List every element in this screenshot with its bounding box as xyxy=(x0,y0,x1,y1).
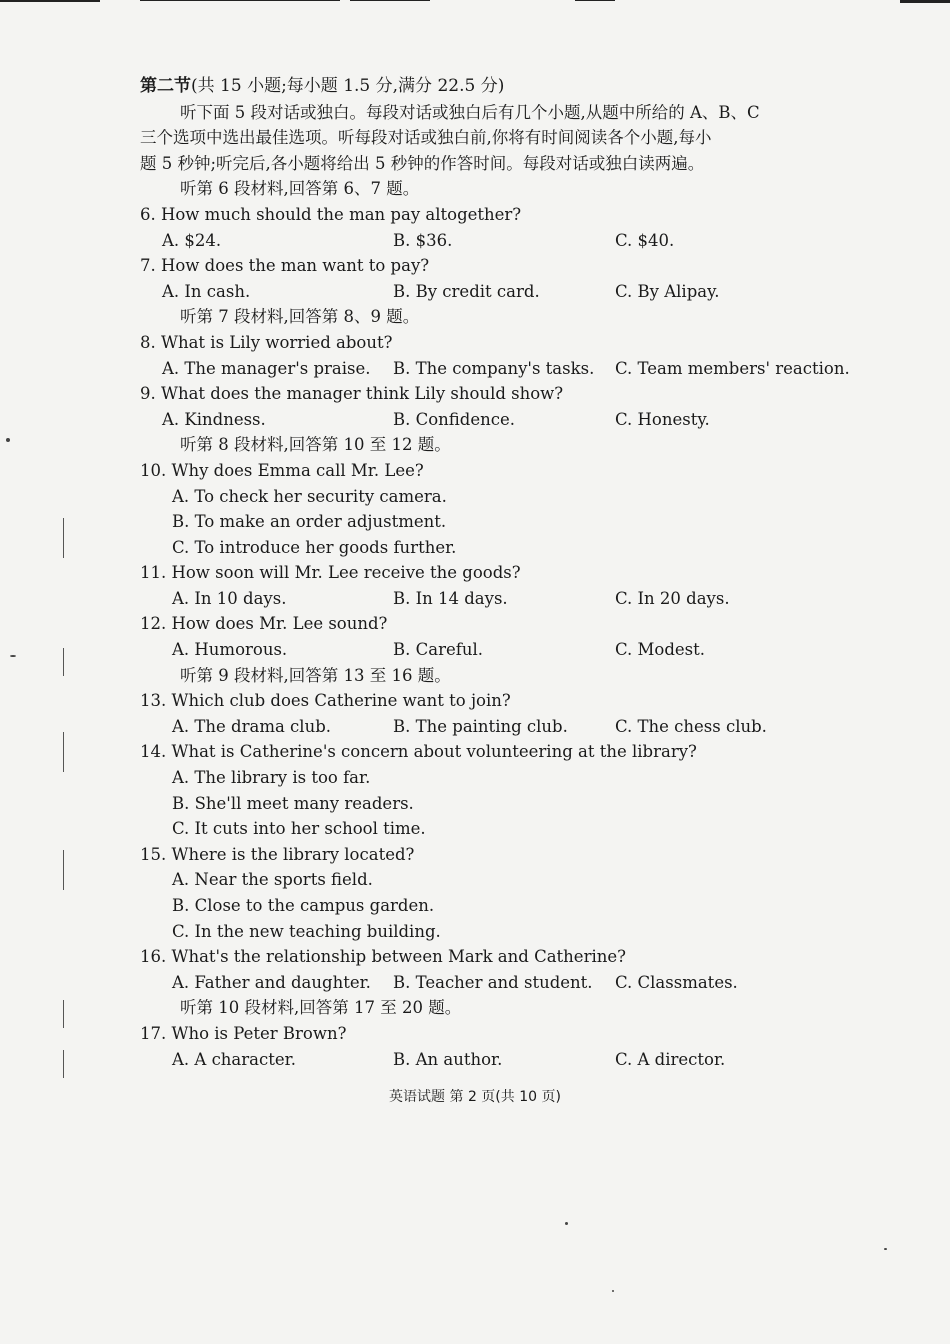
question-stem: 9. What does the manager think Lily should show? xyxy=(140,384,564,404)
answer-option-b: B. In 14 days. xyxy=(393,588,508,608)
instructions-line: 题 5 秒钟;听完后,各小题将给出 5 秒钟的作答时间。每段对话或独白读两遍。 xyxy=(140,153,705,173)
scan-speck xyxy=(612,1290,614,1292)
answer-option-a: A. Father and daughter. xyxy=(172,972,371,992)
options-row xyxy=(140,279,840,305)
scan-edge-line xyxy=(575,0,615,1)
answer-option-a: A. A character. xyxy=(172,1049,296,1069)
answer-option-a: A. In cash. xyxy=(162,281,251,301)
answer-option-b: B. Careful. xyxy=(393,640,483,660)
answer-option-c: C. Team members' reaction. xyxy=(615,358,850,378)
margin-mark xyxy=(63,850,64,890)
margin-mark xyxy=(63,1000,64,1028)
answer-option-a: A. In 10 days. xyxy=(172,588,287,608)
instructions-line: 听下面 5 段对话或独白。每段对话或独白后有几个小题,从题中所给的 A、B、C xyxy=(180,102,760,122)
question-stem: 10. Why does Emma call Mr. Lee? xyxy=(140,460,424,480)
scan-edge-line xyxy=(140,0,340,1)
options-row xyxy=(140,356,850,382)
scan-speck xyxy=(10,655,16,657)
answer-option-b: B. The painting club. xyxy=(393,716,568,736)
answer-option-c: C. $40. xyxy=(615,230,675,250)
options-row xyxy=(140,637,840,663)
question-stem: 8. What is Lily worried about? xyxy=(140,332,393,352)
question-stem: 17. Who is Peter Brown? xyxy=(140,1023,347,1043)
material-note: 听第 8 段材料,回答第 10 至 12 题。 xyxy=(180,435,451,455)
question-stem: 14. What is Catherine's concern about volunteering at the library? xyxy=(140,742,697,762)
answer-option: C. To introduce her goods further. xyxy=(172,537,457,557)
answer-option: A. Near the sports field. xyxy=(172,870,373,890)
scan-edge-line xyxy=(900,0,950,3)
question-stem: 7. How does the man want to pay? xyxy=(140,256,430,276)
scan-edge-line xyxy=(0,0,100,2)
answer-option-a: A. Kindness. xyxy=(162,409,266,429)
scan-speck xyxy=(884,1248,887,1250)
answer-option: A. To check her security camera. xyxy=(172,486,447,506)
answer-option: B. To make an order adjustment. xyxy=(172,512,447,532)
options-row xyxy=(140,407,840,433)
options-row xyxy=(140,1047,840,1073)
question-stem: 16. What's the relationship between Mark and Catherine? xyxy=(140,947,626,967)
answer-option-b: B. The company's tasks. xyxy=(393,358,595,378)
answer-option: A. The library is too far. xyxy=(172,768,371,788)
answer-option-b: B. Teacher and student. xyxy=(393,972,593,992)
question-list xyxy=(140,176,850,1072)
material-note: 听第 10 段材料,回答第 17 至 20 题。 xyxy=(180,998,462,1018)
margin-mark xyxy=(63,1050,64,1078)
question-stem: 6. How much should the man pay altogether? xyxy=(140,204,522,224)
answer-option-c: C. Honesty. xyxy=(615,409,710,429)
margin-mark xyxy=(63,648,64,676)
answer-option: B. She'll meet many readers. xyxy=(172,793,414,813)
material-note: 听第 6 段材料,回答第 6、7 题。 xyxy=(180,179,420,199)
page-footer: 英语试题 第 2 页(共 10 页) xyxy=(389,1089,561,1105)
question-stem: 12. How does Mr. Lee sound? xyxy=(140,614,388,634)
answer-option-b: B. By credit card. xyxy=(393,281,540,301)
scan-speck xyxy=(565,1222,568,1225)
options-row xyxy=(140,714,840,740)
answer-option-c: C. Classmates. xyxy=(615,972,738,992)
answer-option-c: C. By Alipay. xyxy=(615,281,720,301)
answer-option-c: C. Modest. xyxy=(615,640,706,660)
options-row xyxy=(140,586,840,612)
section-label: 第二节 xyxy=(140,76,191,96)
answer-option-b: B. $36. xyxy=(393,230,453,250)
answer-option-c: C. The chess club. xyxy=(615,716,767,736)
answer-option-a: A. Humorous. xyxy=(172,640,288,660)
question-stem: 15. Where is the library located? xyxy=(140,844,415,864)
margin-mark xyxy=(63,518,64,558)
section-scoring: (共 15 小题;每小题 1.5 分,满分 22.5 分) xyxy=(191,76,505,96)
answer-option-a: A. $24. xyxy=(162,230,222,250)
answer-option: C. In the new teaching building. xyxy=(172,921,441,941)
options-row xyxy=(140,228,840,254)
scan-edge-line xyxy=(350,0,430,1)
answer-option: C. It cuts into her school time. xyxy=(172,819,426,839)
scan-speck xyxy=(6,438,10,442)
answer-option-b: B. An author. xyxy=(393,1049,503,1069)
material-note: 听第 7 段材料,回答第 8、9 题。 xyxy=(180,307,420,327)
answer-option: B. Close to the campus garden. xyxy=(172,896,435,915)
margin-mark xyxy=(63,732,64,772)
exam-page xyxy=(140,74,850,1072)
instructions-line: 三个选项中选出最佳选项。听每段对话或独白前,你将有时间阅读各个小题,每小 xyxy=(140,128,712,148)
answer-option-c: C. A director. xyxy=(615,1049,726,1069)
question-stem: 11. How soon will Mr. Lee receive the goods? xyxy=(140,563,521,583)
answer-option-b: B. Confidence. xyxy=(393,409,516,429)
section-heading xyxy=(140,74,840,100)
answer-option-a: A. The manager's praise. xyxy=(162,358,371,378)
material-note: 听第 9 段材料,回答第 13 至 16 题。 xyxy=(180,665,451,685)
options-row xyxy=(140,970,840,996)
answer-option-a: A. The drama club. xyxy=(172,716,332,736)
question-stem: 13. Which club does Catherine want to join? xyxy=(140,691,511,711)
answer-option-c: C. In 20 days. xyxy=(615,588,730,608)
